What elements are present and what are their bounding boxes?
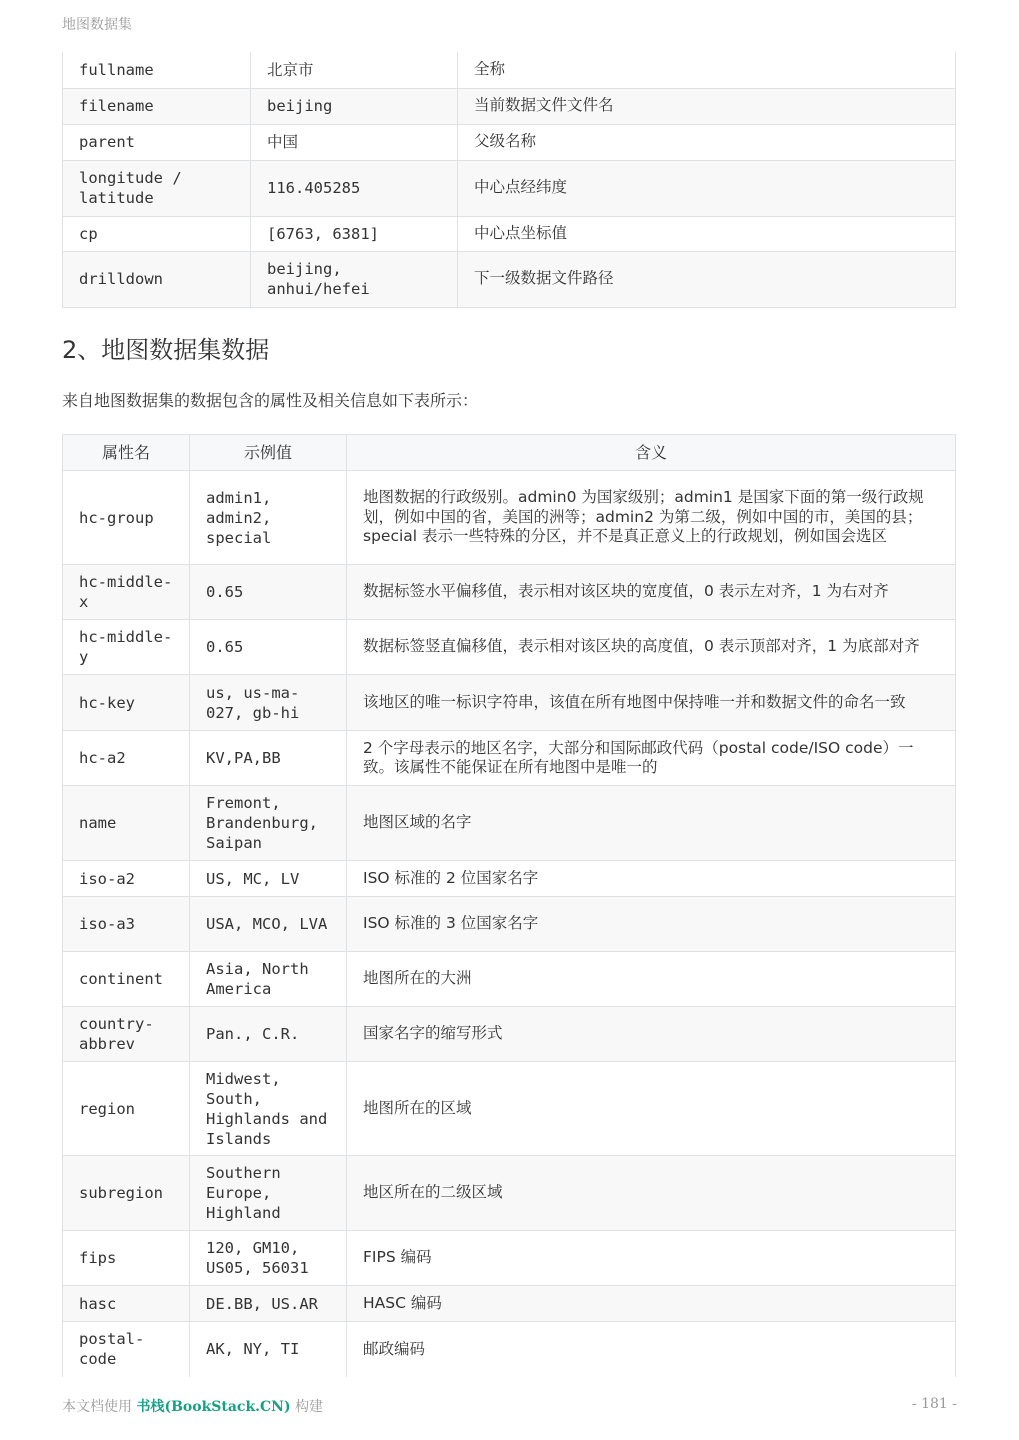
cell-meaning: 地图区域的名字 [347, 786, 956, 861]
cell-meaning: 下一级数据文件路径 [458, 251, 956, 307]
cell-attribute-name: drilldown [63, 251, 251, 307]
cell-meaning: 中心点坐标值 [458, 216, 956, 251]
cell-meaning: 该地区的唯一标识字符串，该值在所有地图中保持唯一并和数据文件的命名一致 [347, 675, 956, 731]
table-row [63, 731, 956, 786]
running-header: 地图数据集 [62, 17, 132, 33]
cell-example-value: 116.405285 [251, 160, 458, 216]
cell-meaning: ISO 标准的 2 位国家名字 [347, 861, 956, 897]
cell-example-value: Midwest, South, Highlands and Islands [190, 1062, 347, 1156]
cell-meaning: HASC 编码 [347, 1286, 956, 1322]
cell-attribute-name: hasc [63, 1286, 190, 1322]
cell-attribute-name: country-abbrev [63, 1007, 190, 1062]
cell-example-value: beijing [251, 88, 458, 124]
cell-meaning: 2 个字母表示的地区名字，大部分和国际邮政代码（postal code/ISO code）一致。该属性不能保证在所有地图中是唯一的 [347, 731, 956, 786]
cell-meaning: 地区所在的二级区域 [347, 1156, 956, 1231]
table-row [63, 675, 956, 731]
cell-example-value: AK, NY, TI [190, 1322, 347, 1377]
cell-example-value: Asia, North America [190, 952, 347, 1007]
page-footer [62, 1396, 957, 1416]
cell-example-value: 中国 [251, 124, 458, 160]
footer-prefix: 本文档使用 [62, 1399, 137, 1415]
cell-meaning: 国家名字的缩写形式 [347, 1007, 956, 1062]
cell-example-value: Fremont, Brandenburg, Saipan [190, 786, 347, 861]
cell-example-value: 0.65 [190, 565, 347, 620]
table-row [63, 251, 956, 307]
table-header-row [63, 435, 956, 471]
table-row [63, 786, 956, 861]
cell-meaning: 地图所在的大洲 [347, 952, 956, 1007]
table-row [63, 124, 956, 160]
cell-meaning: 数据标签水平偏移值，表示相对该区块的宽度值，0 表示左对齐，1 为右对齐 [347, 565, 956, 620]
cell-attribute-name: longitude / latitude [63, 160, 251, 216]
table-row [63, 471, 956, 565]
cell-attribute-name: fullname [63, 52, 251, 88]
cell-example-value: 0.65 [190, 620, 347, 675]
table-row [63, 1007, 956, 1062]
cell-attribute-name: postal-code [63, 1322, 190, 1377]
cell-example-value: DE.BB, US.AR [190, 1286, 347, 1322]
cell-meaning: FIPS 编码 [347, 1231, 956, 1286]
cell-example-value: 120, GM10, US05, 56031 [190, 1231, 347, 1286]
cell-example-value: US, MC, LV [190, 861, 347, 897]
cell-example-value: beijing, anhui/hefei [251, 251, 458, 307]
cell-meaning: 父级名称 [458, 124, 956, 160]
table-row [63, 216, 956, 251]
cell-attribute-name: region [63, 1062, 190, 1156]
cell-attribute-name: subregion [63, 1156, 190, 1231]
table-row [63, 952, 956, 1007]
section-heading: 2、地图数据集数据 [62, 336, 270, 364]
cell-meaning: 邮政编码 [347, 1322, 956, 1377]
cell-example-value: 北京市 [251, 52, 458, 88]
cell-meaning: ISO 标准的 3 位国家名字 [347, 897, 956, 952]
cell-attribute-name: fips [63, 1231, 190, 1286]
cell-attribute-name: name [63, 786, 190, 861]
cell-meaning: 当前数据文件文件名 [458, 88, 956, 124]
map-data-attributes-table [62, 434, 956, 1377]
cell-attribute-name: hc-key [63, 675, 190, 731]
cell-attribute-name: iso-a2 [63, 861, 190, 897]
cell-example-value: Pan., C.R. [190, 1007, 347, 1062]
cell-meaning: 地图数据的行政级别。admin0 为国家级别；admin1 是国家下面的第一级行政规划，例如中国的省，美国的洲等；admin2 为第二级，例如中国的市，美国的县；special 表示一些特殊的分区，并不是真正意义上的行政规划，例如国会选区 [347, 471, 956, 565]
table-row [63, 565, 956, 620]
table-row [63, 1286, 956, 1322]
cell-attribute-name: iso-a3 [63, 897, 190, 952]
cell-meaning: 中心点经纬度 [458, 160, 956, 216]
section-intro: 来自地图数据集的数据包含的属性及相关信息如下表所示： [62, 391, 479, 410]
page-number: - 181 - [911, 1396, 957, 1412]
table-row [63, 88, 956, 124]
column-header-name: 属性名 [63, 435, 190, 471]
table-row [63, 1062, 956, 1156]
table-row [63, 897, 956, 952]
footer-brand-link[interactable]: 书栈(BookStack.CN) [136, 1399, 291, 1415]
table-row [63, 1322, 956, 1377]
cell-example-value: us, us-ma-027, gb-hi [190, 675, 347, 731]
cell-attribute-name: hc-group [63, 471, 190, 565]
cell-meaning: 数据标签竖直偏移值，表示相对该区块的高度值，0 表示顶部对齐，1 为底部对齐 [347, 620, 956, 675]
cell-example-value: [6763, 6381] [251, 216, 458, 251]
top-attributes-table [62, 52, 956, 308]
table-row [63, 861, 956, 897]
cell-example-value: USA, MCO, LVA [190, 897, 347, 952]
cell-example-value: Southern Europe, Highland [190, 1156, 347, 1231]
table-row [63, 160, 956, 216]
cell-attribute-name: filename [63, 88, 251, 124]
column-header-example: 示例值 [190, 435, 347, 471]
table-row [63, 1231, 956, 1286]
cell-example-value: admin1, admin2, special [190, 471, 347, 565]
cell-meaning: 地图所在的区域 [347, 1062, 956, 1156]
cell-attribute-name: hc-middle-y [63, 620, 190, 675]
table-row [63, 620, 956, 675]
cell-meaning: 全称 [458, 52, 956, 88]
cell-attribute-name: cp [63, 216, 251, 251]
cell-attribute-name: parent [63, 124, 251, 160]
cell-attribute-name: continent [63, 952, 190, 1007]
table-row [63, 1156, 956, 1231]
cell-attribute-name: hc-a2 [63, 731, 190, 786]
column-header-meaning: 含义 [347, 435, 956, 471]
footer-suffix: 构建 [290, 1399, 324, 1415]
cell-example-value: KV,PA,BB [190, 731, 347, 786]
cell-attribute-name: hc-middle-x [63, 565, 190, 620]
table-row [63, 52, 956, 88]
